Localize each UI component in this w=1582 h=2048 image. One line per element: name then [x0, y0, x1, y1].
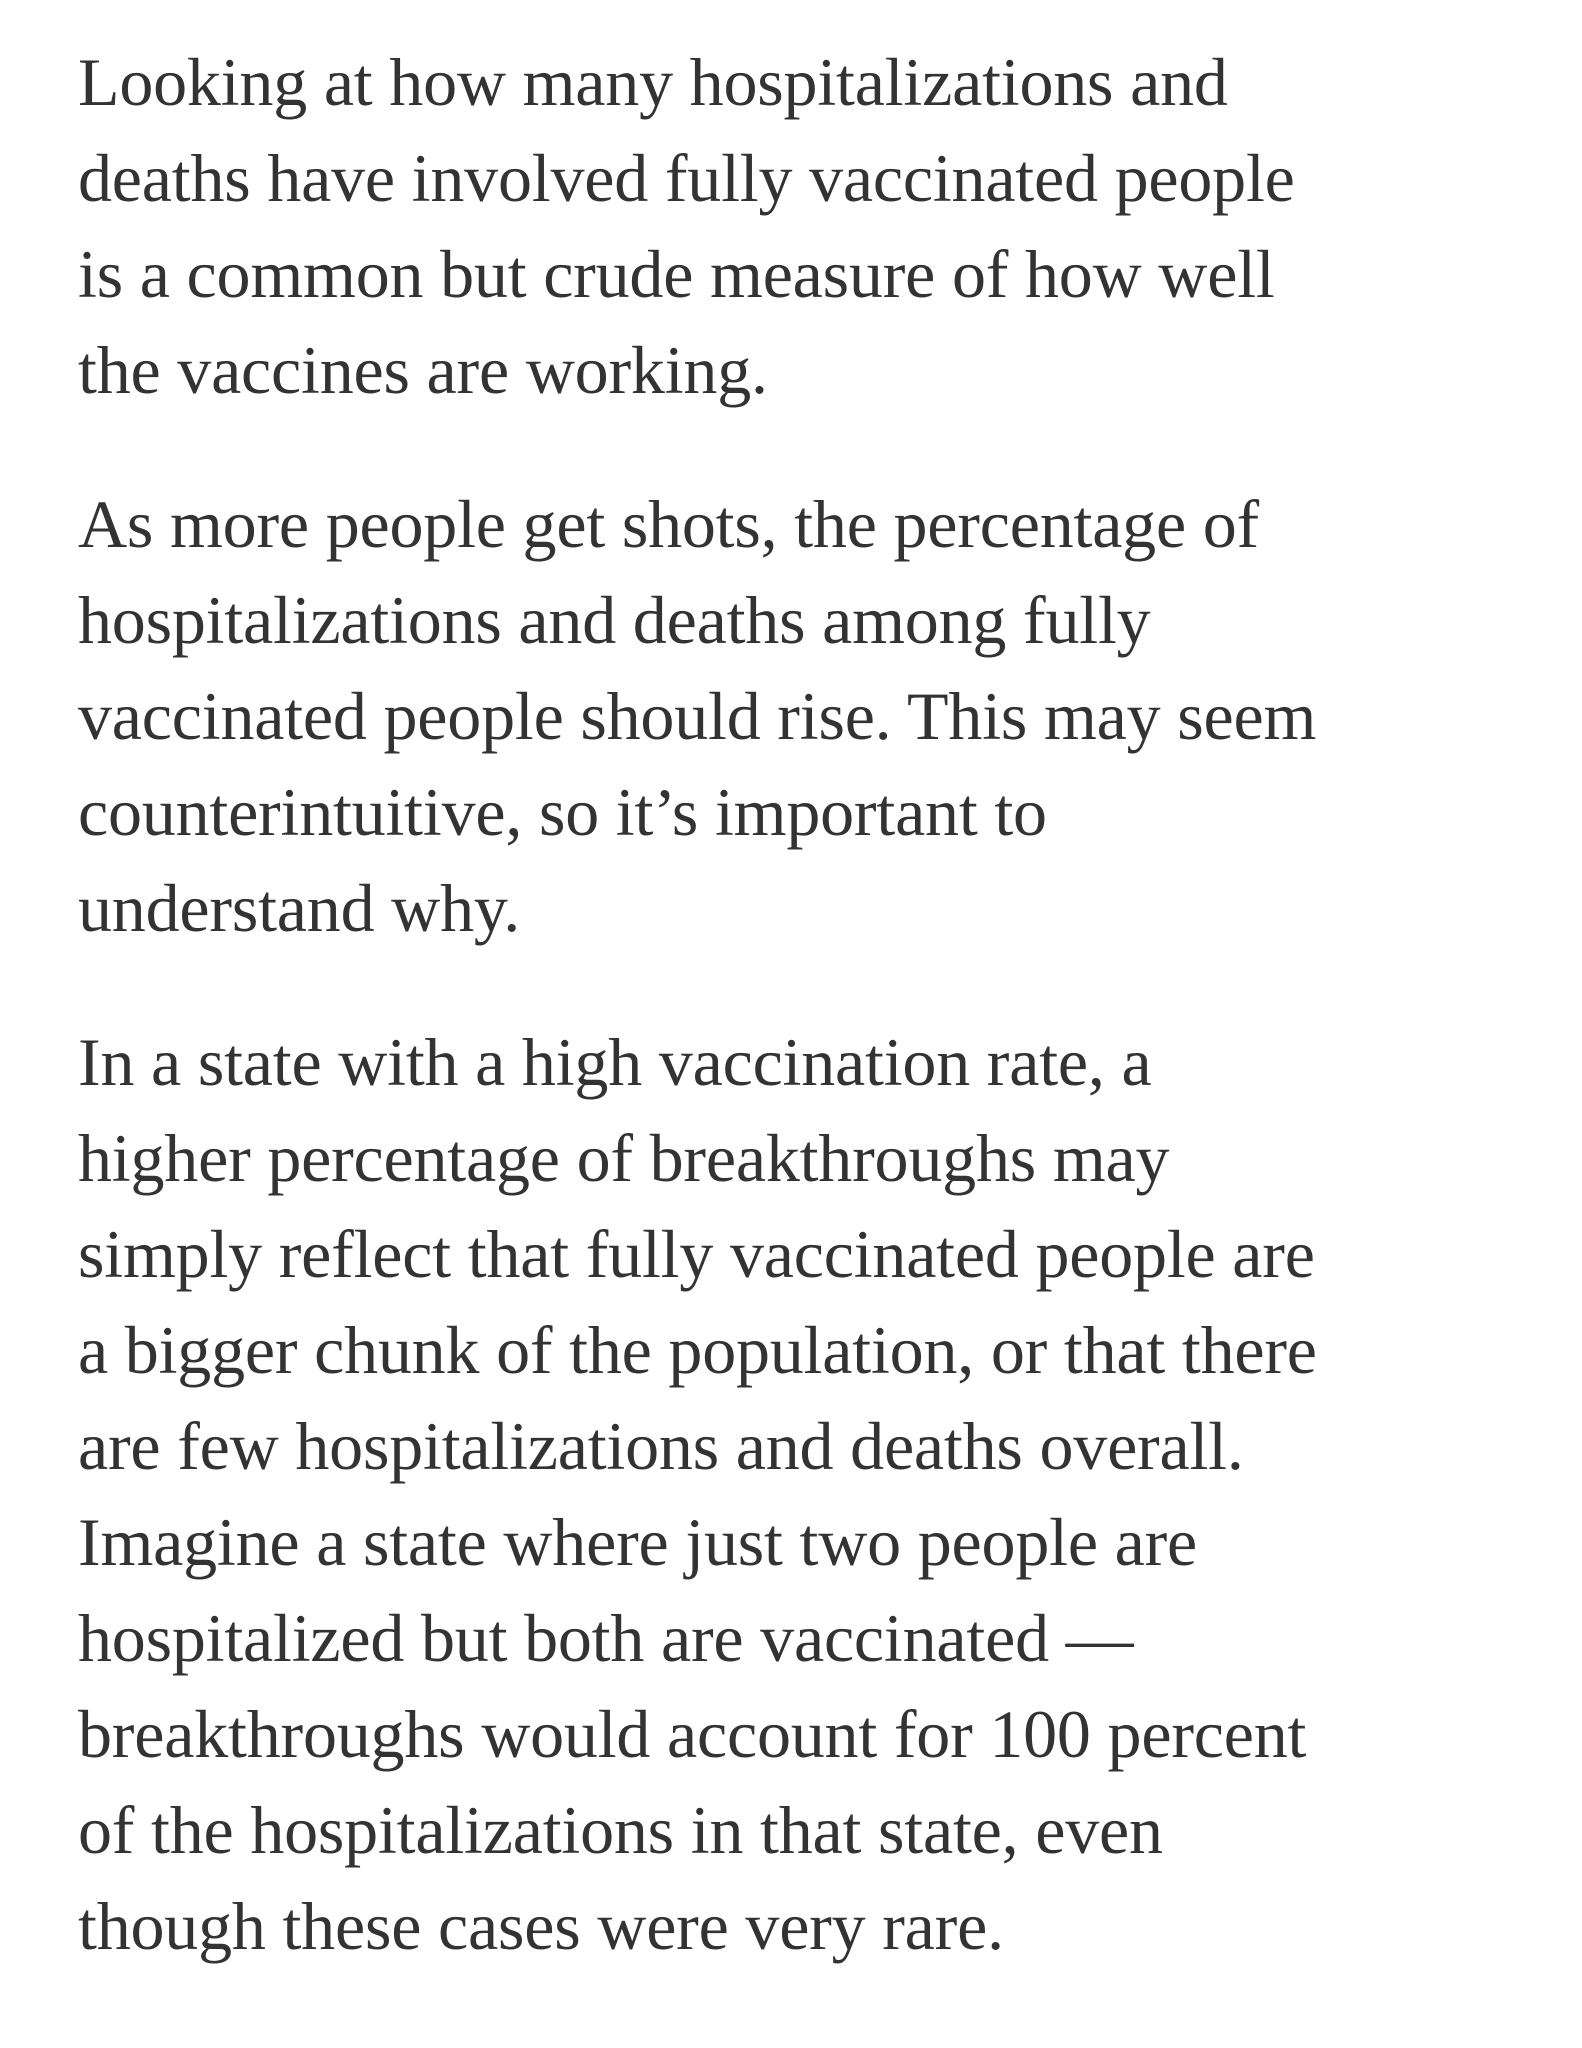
paragraph-line: breakthroughs would account for 100 percent — [78, 1696, 1307, 1772]
paragraph-2 — [78, 476, 1508, 956]
paragraph-line: of the hospitalizations in that state, even — [78, 1792, 1163, 1868]
paragraph-line: though these cases were very rare. — [78, 1888, 1004, 1964]
paragraph-line: vaccinated people should rise. This may seem — [78, 678, 1317, 754]
paragraph-line: simply reflect that fully vaccinated people are — [78, 1216, 1315, 1292]
paragraph-line: are few hospitalizations and deaths overall. — [78, 1408, 1244, 1484]
paragraph-line: higher percentage of breakthroughs may — [78, 1120, 1170, 1196]
paragraph-line: Looking at how many hospitalizations and — [78, 44, 1228, 120]
paragraph-3 — [78, 1014, 1508, 1974]
article-body — [78, 34, 1508, 2032]
paragraph-line: understand why. — [78, 870, 521, 946]
paragraph-1 — [78, 34, 1508, 418]
paragraph-line: counterintuitive, so it’s important to — [78, 774, 1047, 850]
paragraph-line: hospitalized but both are vaccinated — — [78, 1600, 1134, 1676]
paragraph-line: hospitalizations and deaths among fully — [78, 582, 1151, 658]
paragraph-line: is a common but crude measure of how well — [78, 236, 1275, 312]
paragraph-line: Imagine a state where just two people are — [78, 1504, 1198, 1580]
paragraph-line: In a state with a high vaccination rate, a — [78, 1024, 1152, 1100]
paragraph-line: the vaccines are working. — [78, 332, 768, 408]
paragraph-line: As more people get shots, the percentage of — [78, 486, 1260, 562]
paragraph-line: deaths have involved fully vaccinated people — [78, 140, 1295, 216]
paragraph-line: a bigger chunk of the population, or that there — [78, 1312, 1317, 1388]
